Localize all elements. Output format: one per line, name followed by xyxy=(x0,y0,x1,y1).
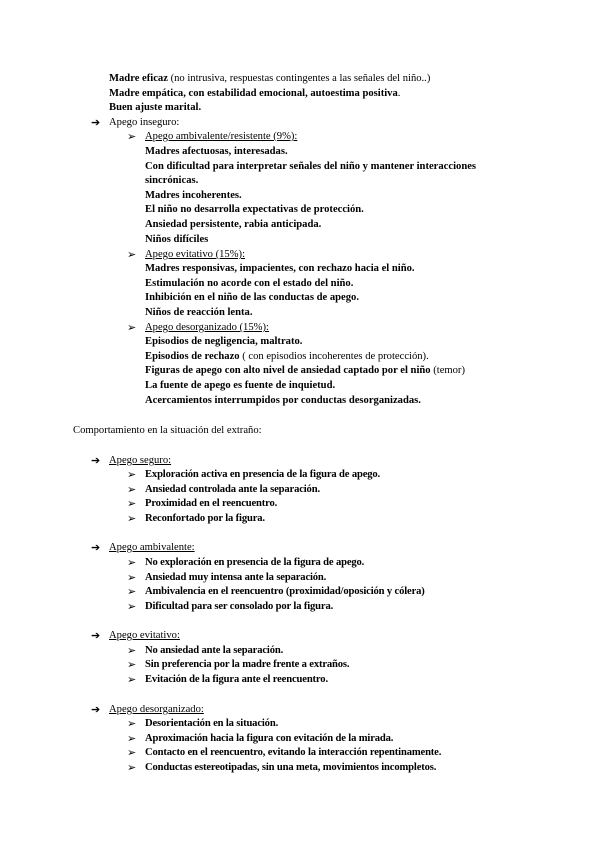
triangle-bullet-icon: ➢ xyxy=(127,659,137,671)
list-item: Ansiedad muy intensa ante la separación. xyxy=(145,572,327,583)
right-arrow-icon: ➔ xyxy=(91,455,101,467)
triangle-bullet-icon: ➢ xyxy=(127,572,137,584)
list-item: Madres afectuosas, interesadas. xyxy=(145,146,288,157)
list-item: Estimulación no acorde con el estado del niño. xyxy=(145,278,354,289)
list-item: Ansiedad persistente, rabia anticipada. xyxy=(145,219,322,230)
list-item: Desorientación en la situación. xyxy=(145,718,279,729)
triangle-bullet-icon: ➢ xyxy=(127,484,137,496)
group-label: Apego desorganizado: xyxy=(109,704,204,715)
list-item: Con dificultad para interpretar señales del niño y mantener interacciones xyxy=(145,161,477,172)
list-item: Ambivalencia en el reencuentro (proximidad/oposición y cólera) xyxy=(145,586,425,597)
triangle-bullet-icon: ➢ xyxy=(127,718,137,730)
intro-line: Madre empática, con estabilidad emocional, autoestima positiva. xyxy=(109,88,401,99)
triangle-bullet-icon: ➢ xyxy=(127,249,137,261)
list-item: Sin preferencia por la madre frente a extraños. xyxy=(145,659,350,670)
group-label: Apego seguro: xyxy=(109,455,172,466)
triangle-bullet-icon: ➢ xyxy=(127,747,137,759)
list-item: sincrónicas. xyxy=(145,175,199,186)
right-arrow-icon: ➔ xyxy=(91,704,101,716)
triangle-bullet-icon: ➢ xyxy=(127,131,137,143)
list-item: Evitación de la figura ante el reencuentro. xyxy=(145,674,328,685)
triangle-bullet-icon: ➢ xyxy=(127,557,137,569)
list-item: Episodios de rechazo ( con episodios incoherentes de protección). xyxy=(145,351,429,362)
triangle-bullet-icon: ➢ xyxy=(127,645,137,657)
inseguro-label: Apego inseguro: xyxy=(109,117,180,128)
intro-line: Buen ajuste marital. xyxy=(109,102,202,113)
right-arrow-icon: ➔ xyxy=(91,630,101,642)
list-item: Reconfortado por la figura. xyxy=(145,513,265,524)
triangle-bullet-icon: ➢ xyxy=(127,674,137,686)
section-title: Comportamiento en la situación del extraño: xyxy=(73,425,262,436)
list-item: Conductas estereotipadas, sin una meta, movimientos incompletos. xyxy=(145,762,437,773)
list-item: La fuente de apego es fuente de inquietud. xyxy=(145,380,336,391)
list-item: Exploración activa en presencia de la figura de apego. xyxy=(145,469,381,480)
right-arrow-icon: ➔ xyxy=(91,117,101,129)
list-item: Niños de reacción lenta. xyxy=(145,307,253,318)
intro-line: Madre eficaz (no intrusiva, respuestas contingentes a las señales del niño..) xyxy=(109,73,431,84)
triangle-bullet-icon: ➢ xyxy=(127,513,137,525)
triangle-bullet-icon: ➢ xyxy=(127,498,137,510)
list-item: Proximidad en el reencuentro. xyxy=(145,498,278,509)
list-item: Aproximación hacia la figura con evitación de la mirada. xyxy=(145,733,394,744)
triangle-bullet-icon: ➢ xyxy=(127,469,137,481)
ambivalente-label: Apego ambivalente/resistente (9%): xyxy=(145,131,298,142)
list-item: Dificultad para ser consolado por la figura. xyxy=(145,601,334,612)
list-item: El niño no desarrolla expectativas de protección. xyxy=(145,204,364,215)
group-label: Apego evitativo: xyxy=(109,630,180,641)
list-item: Madres incoherentes. xyxy=(145,190,242,201)
list-item: No ansiedad ante la separación. xyxy=(145,645,284,656)
list-item: Acercamientos interrumpidos por conductas desorganizadas. xyxy=(145,395,421,406)
desorganizado-label: Apego desorganizado (15%): xyxy=(145,322,269,333)
triangle-bullet-icon: ➢ xyxy=(127,586,137,598)
evitativo-label: Apego evitativo (15%): xyxy=(145,249,246,260)
list-item: Madres responsivas, impacientes, con rechazo hacia el niño. xyxy=(145,263,415,274)
right-arrow-icon: ➔ xyxy=(91,542,101,554)
triangle-bullet-icon: ➢ xyxy=(127,733,137,745)
list-item: Inhibición en el niño de las conductas de apego. xyxy=(145,292,359,303)
list-item: Niños difíciles xyxy=(145,234,209,245)
list-item: Episodios de negligencia, maltrato. xyxy=(145,336,303,347)
triangle-bullet-icon: ➢ xyxy=(127,601,137,613)
list-item: No exploración en presencia de la figura de apego. xyxy=(145,557,365,568)
list-item: Ansiedad controlada ante la separación. xyxy=(145,484,320,495)
group-label: Apego ambivalente: xyxy=(109,542,195,553)
triangle-bullet-icon: ➢ xyxy=(127,322,137,334)
triangle-bullet-icon: ➢ xyxy=(127,762,137,774)
list-item: Figuras de apego con alto nivel de ansiedad captado por el niño (temor) xyxy=(145,365,465,376)
list-item: Contacto en el reencuentro, evitando la interacción repentinamente. xyxy=(145,747,442,758)
